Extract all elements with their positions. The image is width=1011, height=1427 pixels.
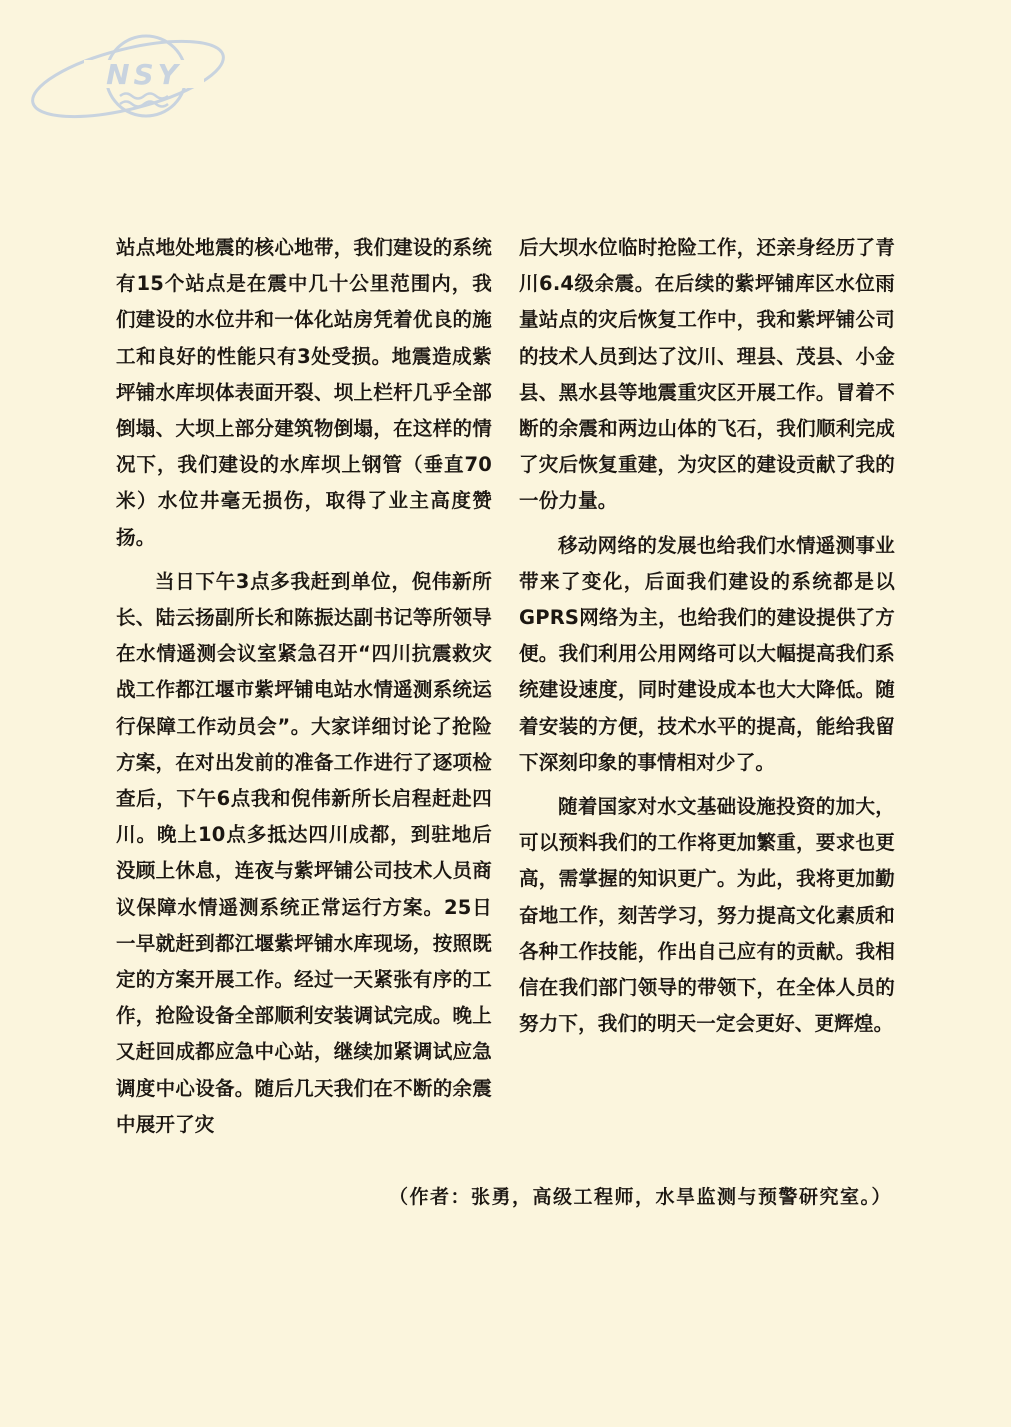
- paragraph-right-3: 随着国家对水文基础设施投资的加大，可以预料我们的工作将更加繁重，要求也更高，需掌握的知识更广。为此，我将更加勤奋地工作，刻苦学习，努力提高文化素质和各种工作技能，作出自己应有的贡献。我相信在我们部门领导的带领下，在全体人员的努力下，我们的明天一定会更好、更辉煌。: [519, 795, 895, 1036]
- paragraph-right-1: 后大坝水位临时抢险工作，还亲身经历了青川6.4级余震。在后续的紫坪铺库区水位雨量站点的灾后恢复工作中，我和紫坪铺公司的技术人员到达了汶川、理县、茂县、小金县、黑水县等地震重灾区开展工作。冒着不断的余震和两边山体的飞石，我们顺利完成了灾后恢复重建，为灾区的建设贡献了我的一份力量。: [519, 236, 895, 513]
- logo-text: NSY: [106, 58, 182, 91]
- author-line: （作者：张勇，高级工程师，水旱监测与预警研究室。）: [388, 1186, 892, 1208]
- nsy-logo: [28, 24, 238, 124]
- article-left-column: [116, 230, 492, 1151]
- paragraph-left-1: 站点地处地震的核心地带，我们建设的系统有15个站点是在震中几十公里范围内，我们建设的水位井和一体化站房凭着优良的施工和良好的性能只有3处受损。地震造成紫坪铺水库坝体表面开裂、坝上栏杆几乎全部倒塌、大坝上部分建筑物倒塌，在这样的情况下，我们建设的水库坝上钢管（垂直70米）水位井毫无损伤，取得了业主高度赞扬。: [116, 236, 492, 549]
- article-right-column: [519, 230, 895, 1050]
- paragraph-right-2: 移动网络的发展也给我们水情遥测事业带来了变化，后面我们建设的系统都是以GPRS网络为主，也给我们的建设提供了方便。我们利用公用网络可以大幅提高我们系统建设速度，同时建设成本也大大降低。随着安装的方便，技术水平的提高，能给我留下深刻印象的事情相对少了。: [519, 533, 895, 774]
- paragraph-left-2: 当日下午3点多我赶到单位，倪伟新所长、陆云扬副所长和陈振达副书记等所领导在水情遥测会议室紧急召开“四川抗震救灾战工作都江堰市紫坪铺电站水情遥测系统运行保障工作动员会”。大家详细讨论了抢险方案，在对出发前的准备工作进行了逐项检查后，下午6点我和倪伟新所长启程赶赴四川。晚上10点多抵达四川成都，到驻地后没顾上休息，连夜与紫坪铺公司技术人员商议保障水情遥测系统正常运行方案。25日一早就赶到都江堰紫坪铺水库现场，按照既定的方案开展工作。经过一天紧张有序的工作，抢险设备全部顺利安装调试完成。晚上又赶回成都应急中心站，继续加紧调试应急调度中心设备。随后几天我们在不断的余震中展开了灾: [116, 569, 492, 1136]
